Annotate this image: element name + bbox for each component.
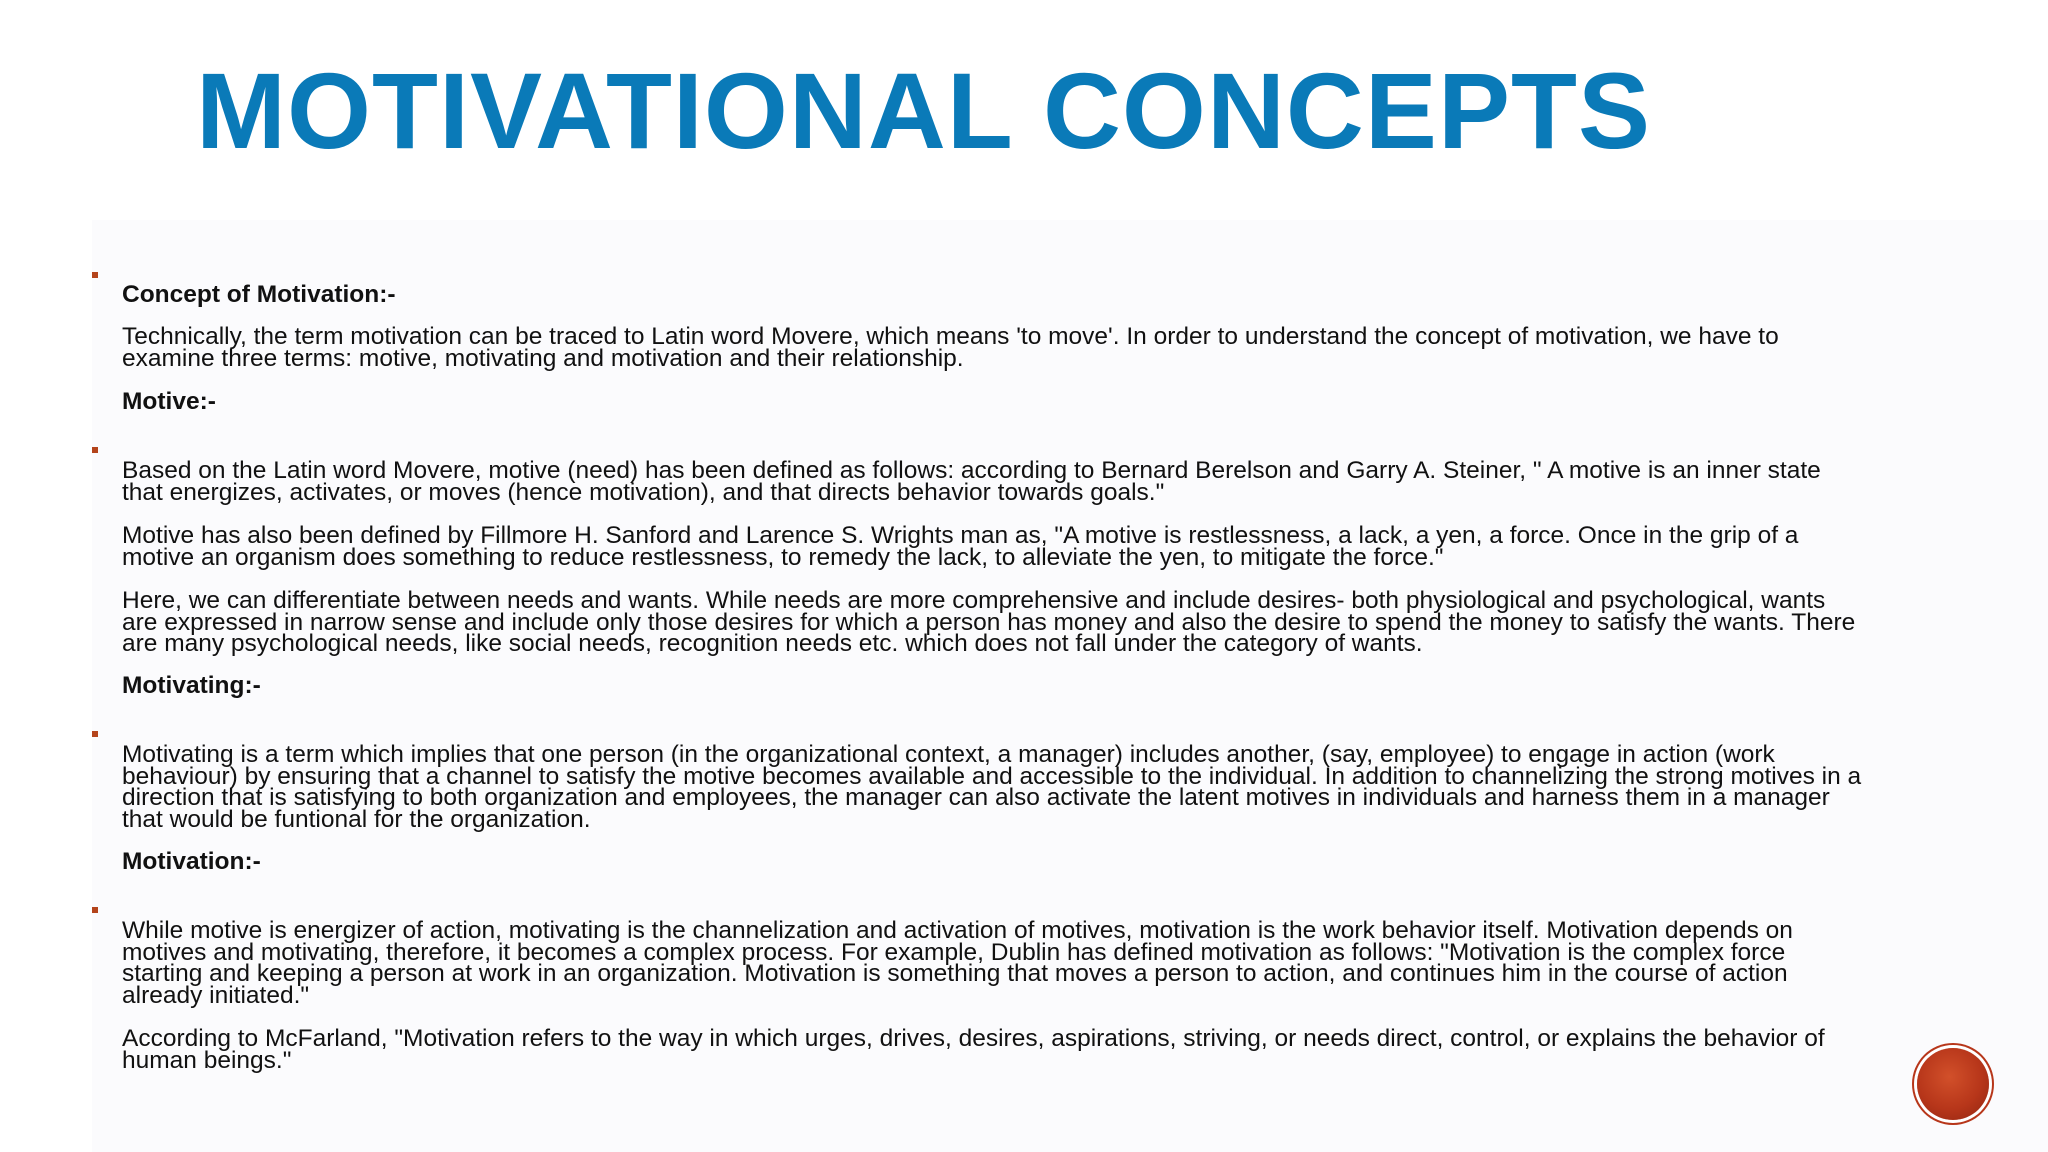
bullet-marker xyxy=(92,731,98,737)
motivation-heading: Motivation:- xyxy=(122,848,261,875)
concept-heading: Concept of Motivation:- xyxy=(122,281,396,308)
motivation-paragraph-1: While motive is energizer of action, motivating is the channelization and activation of motives, motivation is the work behavior itself. Motivation depends on motives and motivating, therefore, it becomes a complex process. For example, Dublin has defined motivation as follows: "Motivation is the complex force starting and keeping a person at work in an organization. Motivation is something that moves a person to action, and continues him in the course of action already initiated." xyxy=(122,917,1793,1009)
bullet-marker xyxy=(92,447,98,453)
motivating-paragraph: Motivating is a term which implies that one person (in the organizational context, a manager) includes another, (say, employee) to engage in action (work behaviour) by ensuring that a channel to satisfy the motive becomes available and accessible to the individual. In addition to channelizing the strong motives in a direction that is satisfying to both organization and employees, the manager can also activate the latent motives in individuals and harness them in a manager that would be funtional for the organization. xyxy=(122,741,1862,833)
concept-paragraph: Technically, the term motivation can be traced to Latin word Movere, which means 'to move'. In order to understand the concept of motivation, we have to examine three terms: motive, motivating and motivation and their relationship. xyxy=(122,323,1779,372)
motive-heading: Motive:- xyxy=(122,388,216,415)
motivating-heading: Motivating:- xyxy=(122,672,261,699)
motivation-paragraph-2: According to McFarland, "Motivation refers to the way in which urges, drives, desires, aspirations, striving, or needs direct, control, or explains the behavior of human beings." xyxy=(122,1025,1825,1074)
logo-circle-icon xyxy=(1917,1048,1989,1120)
motive-paragraph-3: Here, we can differentiate between needs and wants. While needs are more comprehensive and include desires- both physiological and psychological, wants are expressed in narrow sense and include only those desires for which a person has money and also the desire to spend the money to satisfy the wants. There are many psychological needs, like social needs, recognition needs etc. which does not fall under the category of wants. xyxy=(122,587,1856,657)
bullet-marker xyxy=(92,272,98,278)
motive-paragraph-2: Motive has also been defined by Fillmore H. Sanford and Larence S. Wrights man as, "A motive is restlessness, a lack, a yen, a force. Once in the grip of a motive an organism does something to reduce restlessness, to remedy the lack, to alleviate the yen, to mitigate the force." xyxy=(122,522,1799,571)
bullet-marker xyxy=(92,907,98,913)
motive-paragraph-1: Based on the Latin word Movere, motive (need) has been defined as follows: according to Bernard Berelson and Garry A. Steiner, " A motive is an inner state that energizes, activates, or moves (hence motivation), and that directs behavior towards goals." xyxy=(122,457,1821,506)
slide-title: MOTIVATIONAL CONCEPTS xyxy=(196,50,1652,171)
